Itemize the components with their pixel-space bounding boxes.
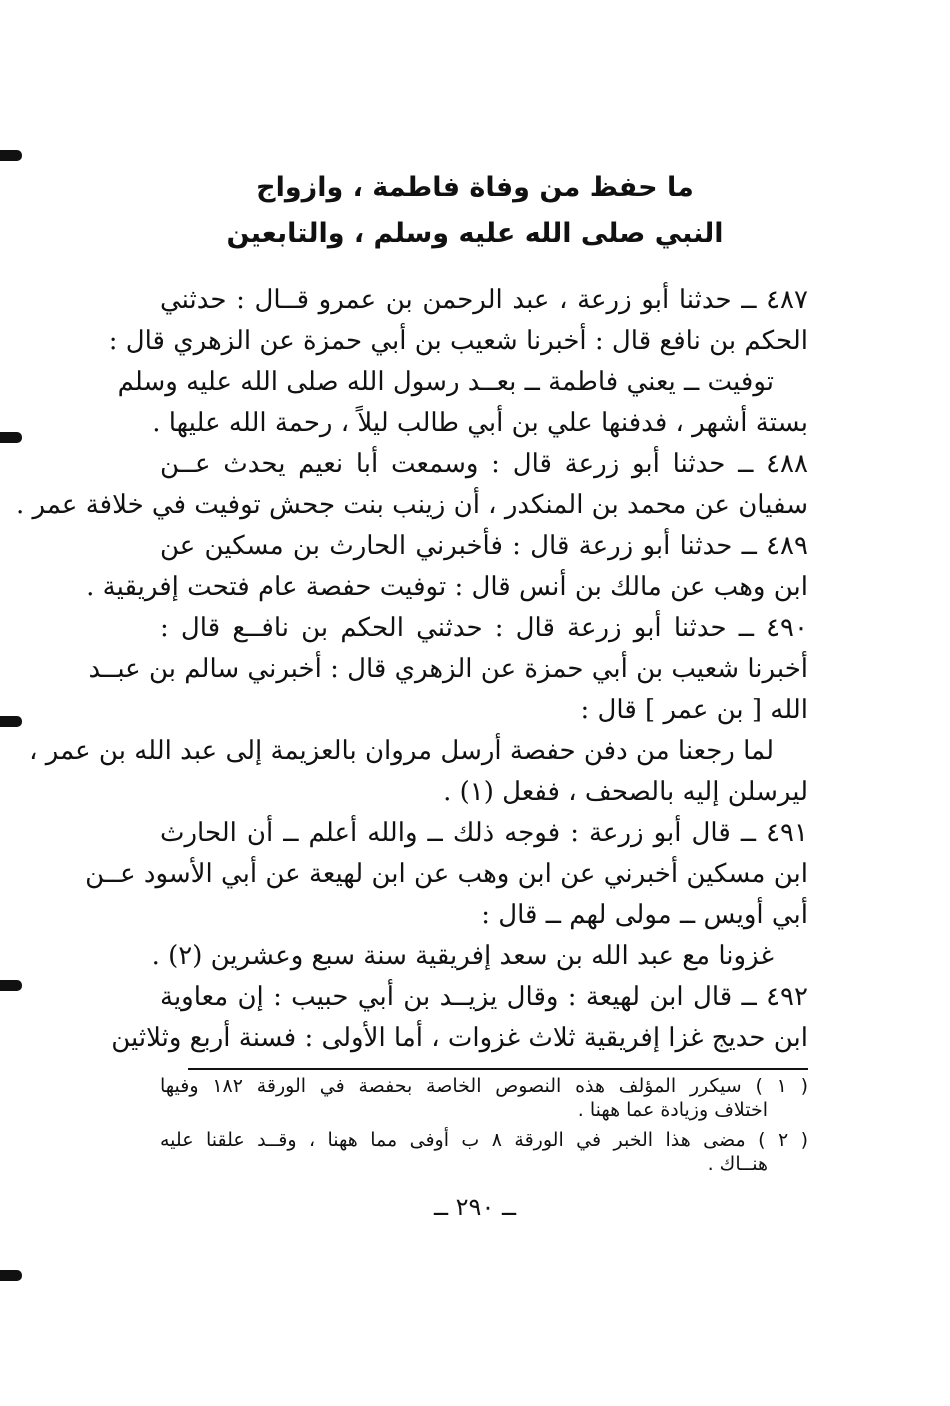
footnote-1 [160,1074,808,1122]
margin-ink-mark [0,716,22,727]
footnote-text: ( ١ ) سيكرر المؤلف هذه النصوص الخاصة بحفصة في الورقة ١٨٢ وفيها [160,1075,809,1097]
text-line: ٤٨٩ ــ حدثنا أبو زرعة قال : فأخبرني الحارث بن مسكين عن [160,531,808,561]
text-line: ٤٨٨ ــ حدثنا أبو زرعة قال : وسمعت أبا نعيم يحدث عــن [160,449,808,479]
margin-ink-mark [0,432,22,443]
text-line: ٤٨٧ ــ حدثنا أبو زرعة ، عبد الرحمن بن عمرو قــال : حدثني [160,285,808,315]
footnote-text: اختلاف وزيادة عما ههنا . [577,1099,768,1121]
text-line: لما رجعنا من دفن حفصة أرسل مروان بالعزيمة إلى عبد الله بن عمر ، [29,736,774,766]
footnotes [160,1074,808,1176]
footnote-text: ( ٢ ) مضى هذا الخبر في الورقة ٨ ب أوفى مما ههنا ، وقــد علقنا عليه [160,1129,808,1151]
text-line: ٤٩٢ ــ قال ابن لهيعة : وقال يزيــد بن أبي حبيب : إن معاوية [160,982,808,1012]
page-number: ــ ٢٩٠ ــ [433,1193,517,1221]
text-line: غزونا مع عبد الله بن سعد إفريقية سنة سبع وعشرين (٢) . [151,941,774,971]
margin-ink-mark [0,980,22,991]
chapter-heading-line-1: ما حفظ من وفاة فاطمة ، وازواج [256,172,694,203]
text-line: أخبرنا شعيب بن أبي حمزة عن الزهري قال : أخبرني سالم بن عبــد [88,654,808,684]
text-line: ٤٩١ ــ قال أبو زرعة : فوجه ذلك ــ والله أعلم ــ أن الحارث [160,818,808,848]
text-line: الحكم بن نافع قال : أخبرنا شعيب بن أبي حمزة عن الزهري قال : [108,326,808,356]
text-line: ابن مسكين أخبرني عن ابن وهب عن ابن لهيعة عن أبي الأسود عــن [85,859,808,889]
text-line: بستة أشهر ، فدفنها علي بن أبي طالب ليلاً ، رحمة الله عليها . [152,408,808,438]
footnote-separator [188,1068,808,1070]
chapter-heading-line-2: النبي صلى الله عليه وسلم ، والتابعين [226,218,724,249]
text-line: توفيت ــ يعني فاطمة ــ بعــد رسول الله صلى الله عليه وسلم [117,367,774,397]
text-line: ليرسلن إليه بالصحف ، ففعل (١) . [443,777,808,807]
margin-ink-mark [0,150,22,161]
main-text [16,280,808,1059]
text-line: سفيان عن محمد بن المنكدر ، أن زينب بنت جحش توفيت في خلافة عمر . [16,490,808,520]
footnote-2 [160,1128,808,1176]
text-line: ابن وهب عن مالك بن أنس قال : توفيت حفصة عام فتحت إفريقية . [86,572,808,602]
text-line: الله [ بن عمر ] قال : [580,695,808,725]
footnote-text: هنــاك . [707,1153,768,1175]
text-line: أبي أويس ــ مولى لهم ــ قال : [481,900,808,930]
text-line: ٤٩٠ ــ حدثنا أبو زرعة قال : حدثني الحكم بن نافــع قال : [160,613,808,643]
text-line: ابن حديج غزا إفريقية ثلاث غزوات ، أما الأولى : فسنة أربع وثلاثين [111,1023,808,1053]
margin-ink-mark [0,1270,22,1281]
